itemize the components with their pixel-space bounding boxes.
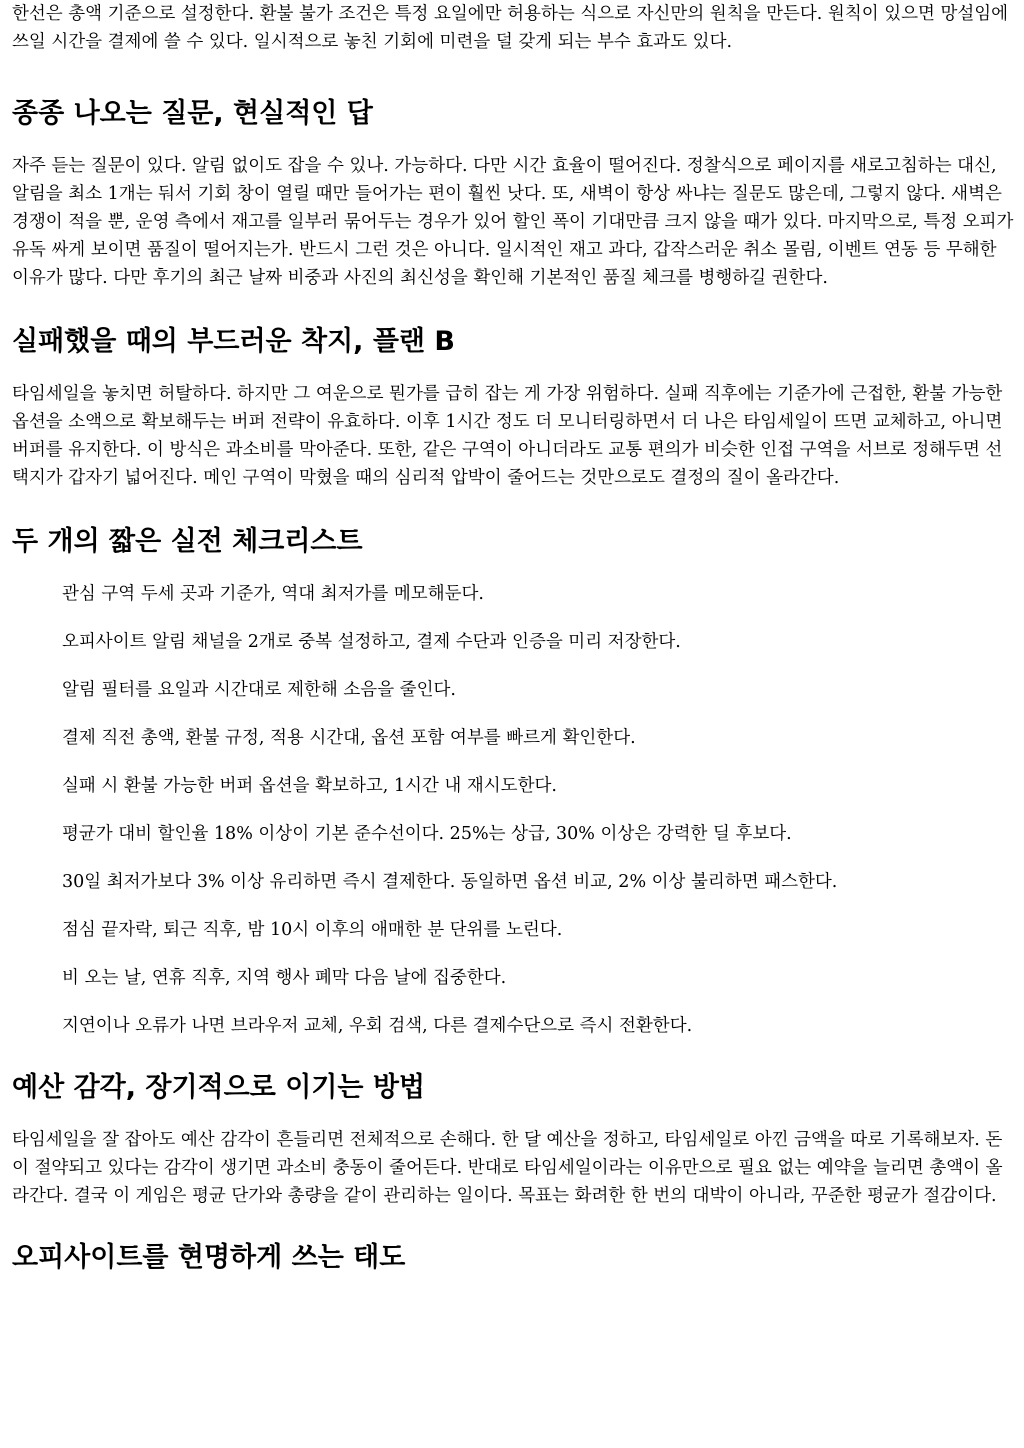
checklist-item: 오피사이트 알림 채널을 2개로 중복 설정하고, 결제 수단과 인증을 미리 저장한다. — [62, 632, 681, 652]
section-heading-faq: 종종 나오는 질문, 현실적인 답 — [12, 98, 373, 129]
section-heading-plan-b: 실패했을 때의 부드러운 착지, 플랜 B — [12, 326, 455, 357]
plan-b-paragraph: 타임세일을 놓치면 허탈하다. 하지만 그 여운으로 뭔가를 급히 잡는 게 가장 위험하다. 실패 직후에는 기준가에 근접한, 환불 가능한 옵션을 소액으로 확보해두는 버퍼 전략이 유효하다. 이후 1시간 정도 더 모니터링하면서 더 나은 타임세일이 뜨면 교체하고, 아니면 버퍼를 유지한다. 이 방식은 과소비를 막아준다. 또한, 같은 구역이 아니더라도 교통 편의가 비슷한 인접 구역을 서브로 정해두면 선택지가 갑자기 넓어진다. 메인 구역이 막혔을 때의 심리적 압박이 줄어드는 것만으로도 결정의 질이 올라간다. — [12, 384, 1003, 488]
checklist-item: 비 오는 날, 연휴 직후, 지역 행사 폐막 다음 날에 집중한다. — [62, 968, 507, 988]
checklist-item: 평균가 대비 할인율 18% 이상이 기본 준수선이다. 25%는 상급, 30% 이상은 강력한 딜 후보다. — [62, 824, 792, 844]
checklist-item: 지연이나 오류가 나면 브라우저 교체, 우회 검색, 다른 결제수단으로 즉시 전환한다. — [62, 1016, 693, 1036]
budget-paragraph: 타임세일을 잘 잡아도 예산 감각이 흔들리면 전체적으로 손해다. 한 달 예산을 정하고, 타임세일로 아낀 금액을 따로 기록해보자. 돈이 절약되고 있다는 감각이 생기면 과소비 충동이 줄어든다. 반대로 타임세일이라는 이유만으로 필요 없는 예약을 늘리면 총액이 올라간다. 결국 이 게임은 평균 단가와 총량을 같이 관리하는 일이다. 목표는 화려한 한 번의 대박이 아니라, 꾸준한 평균가 절감이다. — [12, 1130, 1003, 1206]
checklist — [12, 580, 1016, 1040]
checklist-item: 실패 시 환불 가능한 버퍼 옵션을 확보하고, 1시간 내 재시도한다. — [62, 776, 557, 796]
section-heading-budget: 예산 감각, 장기적으로 이기는 방법 — [12, 1072, 426, 1103]
checklist-item: 알림 필터를 요일과 시간대로 제한해 소음을 줄인다. — [62, 680, 456, 700]
checklist-item: 30일 최저가보다 3% 이상 유리하면 즉시 결제한다. 동일하면 옵션 비교, 2% 이상 불리하면 패스한다. — [62, 872, 838, 892]
checklist-item: 결제 직전 총액, 환불 규정, 적용 시간대, 옵션 포함 여부를 빠르게 확인한다. — [62, 728, 636, 748]
checklist-item: 관심 구역 두세 곳과 기준가, 역대 최저가를 메모해둔다. — [62, 584, 484, 604]
faq-paragraph: 자주 듣는 질문이 있다. 알림 없이도 잡을 수 있나. 가능하다. 다만 시간 효율이 떨어진다. 정찰식으로 페이지를 새로고침하는 대신, 알림을 최소 1개는 둬서 기회 창이 열릴 때만 들어가는 편이 훨씬 낫다. 또, 새벽이 항상 싸냐는 질문도 많은데, 그렇지 않다. 새벽은 경쟁이 적을 뿐, 운영 측에서 재고를 일부러 묶어두는 경우가 있어 할인 폭이 기대만큼 크지 않을 때가 있다. 마지막으로, 특정 오피가 유독 싸게 보이면 품질이 떨어지는가. 반드시 그런 것은 아니다. 일시적인 재고 과다, 갑작스러운 취소 몰림, 이벤트 연동 등 무해한 이유가 많다. 다만 후기의 최근 날짜 비중과 사진의 최신성을 확인해 기본적인 품질 체크를 병행하길 권한다. — [12, 156, 1014, 288]
section-heading-attitude: 오피사이트를 현명하게 쓰는 태도 — [12, 1242, 406, 1273]
intro-paragraph: 한선은 총액 기준으로 설정한다. 환불 불가 조건은 특정 요일에만 허용하는 식으로 자신만의 원칙을 만든다. 원칙이 있으면 망설임에 쓰일 시간을 결제에 쓸 수 있다. 일시적으로 놓친 기회에 미련을 덜 갖게 되는 부수 효과도 있다. — [12, 4, 1009, 52]
section-heading-checklist: 두 개의 짧은 실전 체크리스트 — [12, 526, 363, 557]
checklist-item: 점심 끝자락, 퇴근 직후, 밤 10시 이후의 애매한 분 단위를 노린다. — [62, 920, 563, 940]
